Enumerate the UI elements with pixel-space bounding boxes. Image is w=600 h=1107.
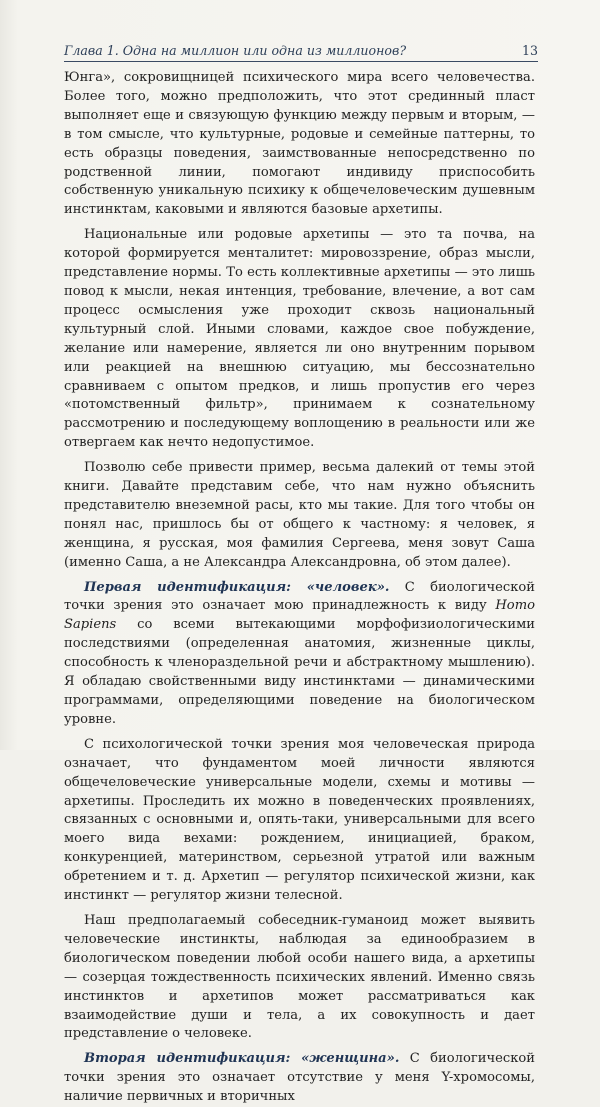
paragraph — [64, 579, 535, 730]
species-name: Homo Sapiens — [64, 598, 535, 633]
paragraph — [64, 1050, 535, 1107]
paragraph: С психологической точки зрения моя человеческая природа означает, что фундаментом моей личности являются общечеловеческие универсальные модели, схемы и мотивы — архетипы. Проследить их можно в поведенческих проявлениях, связанных с основными и, опять-таки, универсальными для всего моего вида вехами: рождением, инициацией, браком, конкуренцией, материнством, серьезной утратой или важным обретением и т. д. Архетип — регулятор психической жизни, как инстинкт — регулятор жизни телесной. — [64, 736, 535, 904]
paragraph: Наш предполагаемый собеседник-гуманоид может выявить человеческие инстинкты, наблюдая за единообразием в биологическом поведении любой особи нашего вида, а архетипы — созерцая тождественность психических явлений. Именно связь инстинктов и архетипов может рассматриваться как взаимодействие души и тела, а их совокупность и дает представление о человеке. — [64, 912, 535, 1042]
paragraph-text: С биологической точки зрения это означает мою принадлежность к виду — [64, 579, 535, 614]
paragraph: Позволю себе привести пример, весьма далекий от темы этой книги. Давайте представим себе, что нам нужно объяснить представителю внеземной расы, кто мы такие. Для того чтобы он понял нас, пришлось бы от общего к частному: я человек, я женщина, я русская, моя фамилия Сергеева, меня зовут Саша (именно Саша, а не Александра Александровна, об этом далее). — [64, 460, 535, 570]
paragraph-text: со всеми вытекающими морфофизиологическими последствиями (определенная анатомия, жизненные циклы, способность к членораздельной речи и абстрактному мышлению). Я обладаю свойственными виду инстинктами — динамическими программами, определяющими поведение на биологическом уровне. — [64, 617, 535, 727]
body-text — [64, 69, 535, 1107]
identification-label: Первая идентификация: «человек». — [84, 579, 390, 595]
paragraph-text: С биологической точки зрения это означает отсутствие у меня Y-хромосомы, наличие первичных и вторичных — [64, 1051, 535, 1105]
running-header — [64, 38, 538, 58]
paragraph: Национальные или родовые архетипы — это та почва, на которой формируется менталитет: мировоззрение, образ мысли, представление нормы. То есть коллективные архетипы — это лишь повод к мысли, некая интенция, требование, влечение, а вот сам процесс осмысления уже проходит сквозь национальный культурный слой. Иными словами, каждое свое побуждение, желание или намерение, является ли оно внутренним порывом или реакцией на внешнюю ситуацию, мы бессознательно сравниваем с опытом предков, и лишь пропустив его через «потомственный фильтр», принимаем к сознательному рассмотрению и последующему воплощению в реальности или же отвергаем как нечто недопустимое. — [64, 227, 535, 451]
page-number: 13 — [521, 43, 538, 58]
chapter-title: Глава 1. Одна на миллион или одна из миллионов? — [64, 43, 407, 58]
paragraph: Юнга», сокровищницей психического мира всего человечества. Более того, можно предположить, что этот срединный пласт выполняет еще и связующую функцию между первым и вторым, — в том смысле, что культурные, родовые и семейные паттерны, то есть образцы поведения, заимствованные непосредственно по родственной линии, помогают индивиду приспособить собственную уникальную психику к общечеловеческим душевным инстинктам, каковыми и являются базовые архетипы. — [64, 70, 535, 218]
header-rule — [64, 61, 538, 62]
identification-label: Вторая идентификация: «женщина». — [84, 1051, 400, 1067]
